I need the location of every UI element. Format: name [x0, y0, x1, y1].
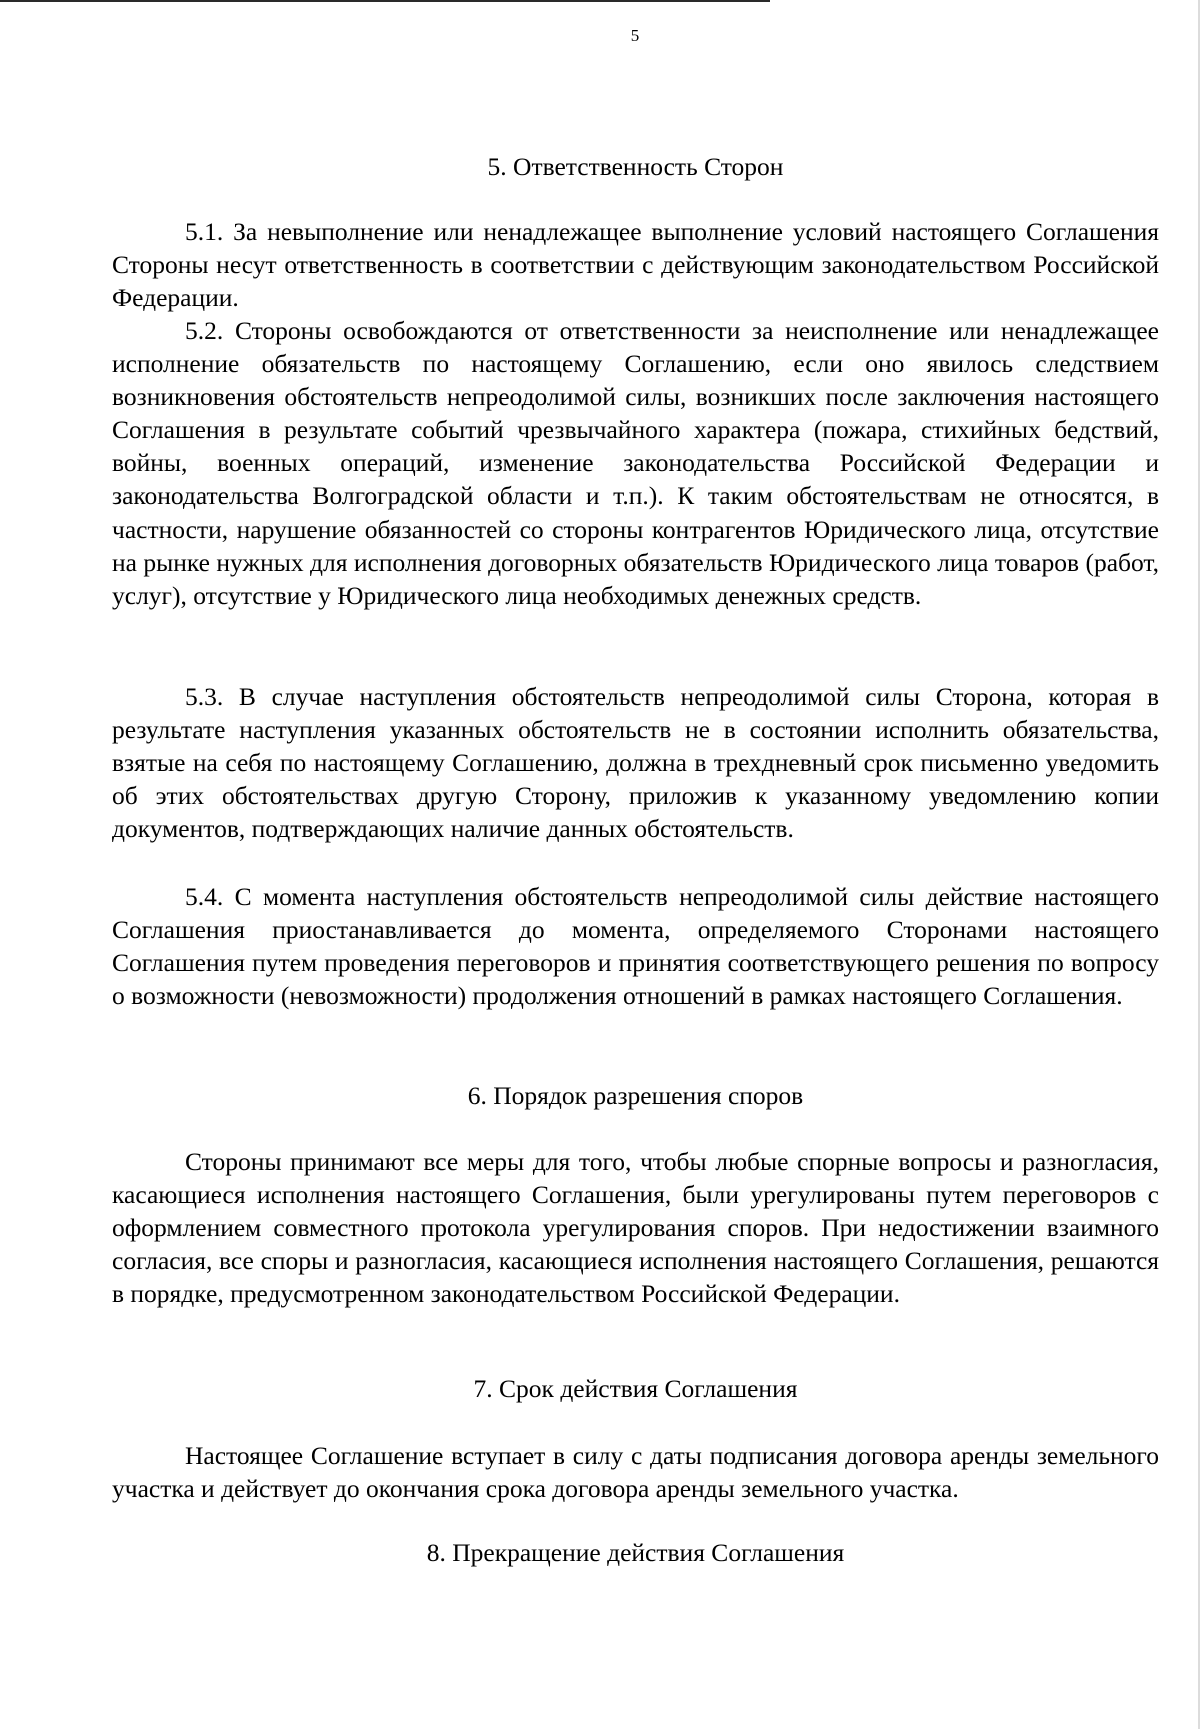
page-number: 5: [630, 26, 640, 45]
paragraph-7-1: Настоящее Соглашение вступает в силу с даты подписания договора аренды земельного участка и действует до окончания срока договора аренды земельного участка.: [112, 1441, 1159, 1504]
paragraph-5-1: 5.1. За невыполнение или ненадлежащее выполнение условий настоящего Соглашения Стороны несут ответственность в соответствии с действующим законодательством Российской Федерации.: [112, 217, 1159, 313]
section-heading-8: 8. Прекращение действия Соглашения: [426, 1538, 845, 1567]
section-heading-6: 6. Порядок разрешения споров: [467, 1081, 804, 1110]
section-heading-5: 5. Ответственность Сторон: [487, 152, 784, 181]
paragraph-5-2: 5.2. Стороны освобождаются от ответственности за неисполнение или ненадлежащее исполнение обязательств по настоящему Соглашению, если оно явилось следствием возникновения обстоятельств непреодолимой силы, возникших после заключения настоящего Соглашения в результате событий чрезвычайного характера (пожара, стихийных бедствий, войны, военных операций, изменение законодательства Российской Федерации и законодательства Волгоградской области и т.п.). К таким обстоятельствам не относятся, в частности, нарушение обязанностей со стороны контрагентов Юридического лица, отсутствие на рынке нужных для исполнения договорных обязательств Юридического лица товаров (работ, услуг), отсутствие у Юридического лица необходимых денежных средств.: [112, 316, 1159, 610]
section-heading-7: 7. Срок действия Соглашения: [473, 1374, 798, 1403]
paragraph-5-4: 5.4. С момента наступления обстоятельств непреодолимой силы действие настоящего Соглашения приостанавливается до момента, определяемого Сторонами настоящего Соглашения путем проведения переговоров и принятия соответствующего решения по вопросу о возможности (невозможности) продолжения отношений в рамках настоящего Соглашения.: [112, 882, 1159, 1011]
paragraph-6-1: Стороны принимают все меры для того, чтобы любые спорные вопросы и разногласия, касающиеся исполнения настоящего Соглашения, были урегулированы путем переговоров с оформлением совместного протокола урегулирования споров. При недостижении взаимного согласия, все споры и разногласия, касающиеся исполнения настоящего Соглашения, решаются в порядке, предусмотренном законодательством Российской Федерации.: [112, 1147, 1159, 1309]
scan-edge-line: [0, 0, 770, 2]
paragraph-5-3: 5.3. В случае наступления обстоятельств непреодолимой силы Сторона, которая в результате наступления указанных обстоятельств не в состоянии исполнить обязательства, взятые на себя по настоящему Соглашению, должна в трехдневный срок письменно уведомить об этих обстоятельствах другую Сторону, приложив к указанному уведомлению копии документов, подтверждающих наличие данных обстоятельств.: [112, 682, 1159, 844]
